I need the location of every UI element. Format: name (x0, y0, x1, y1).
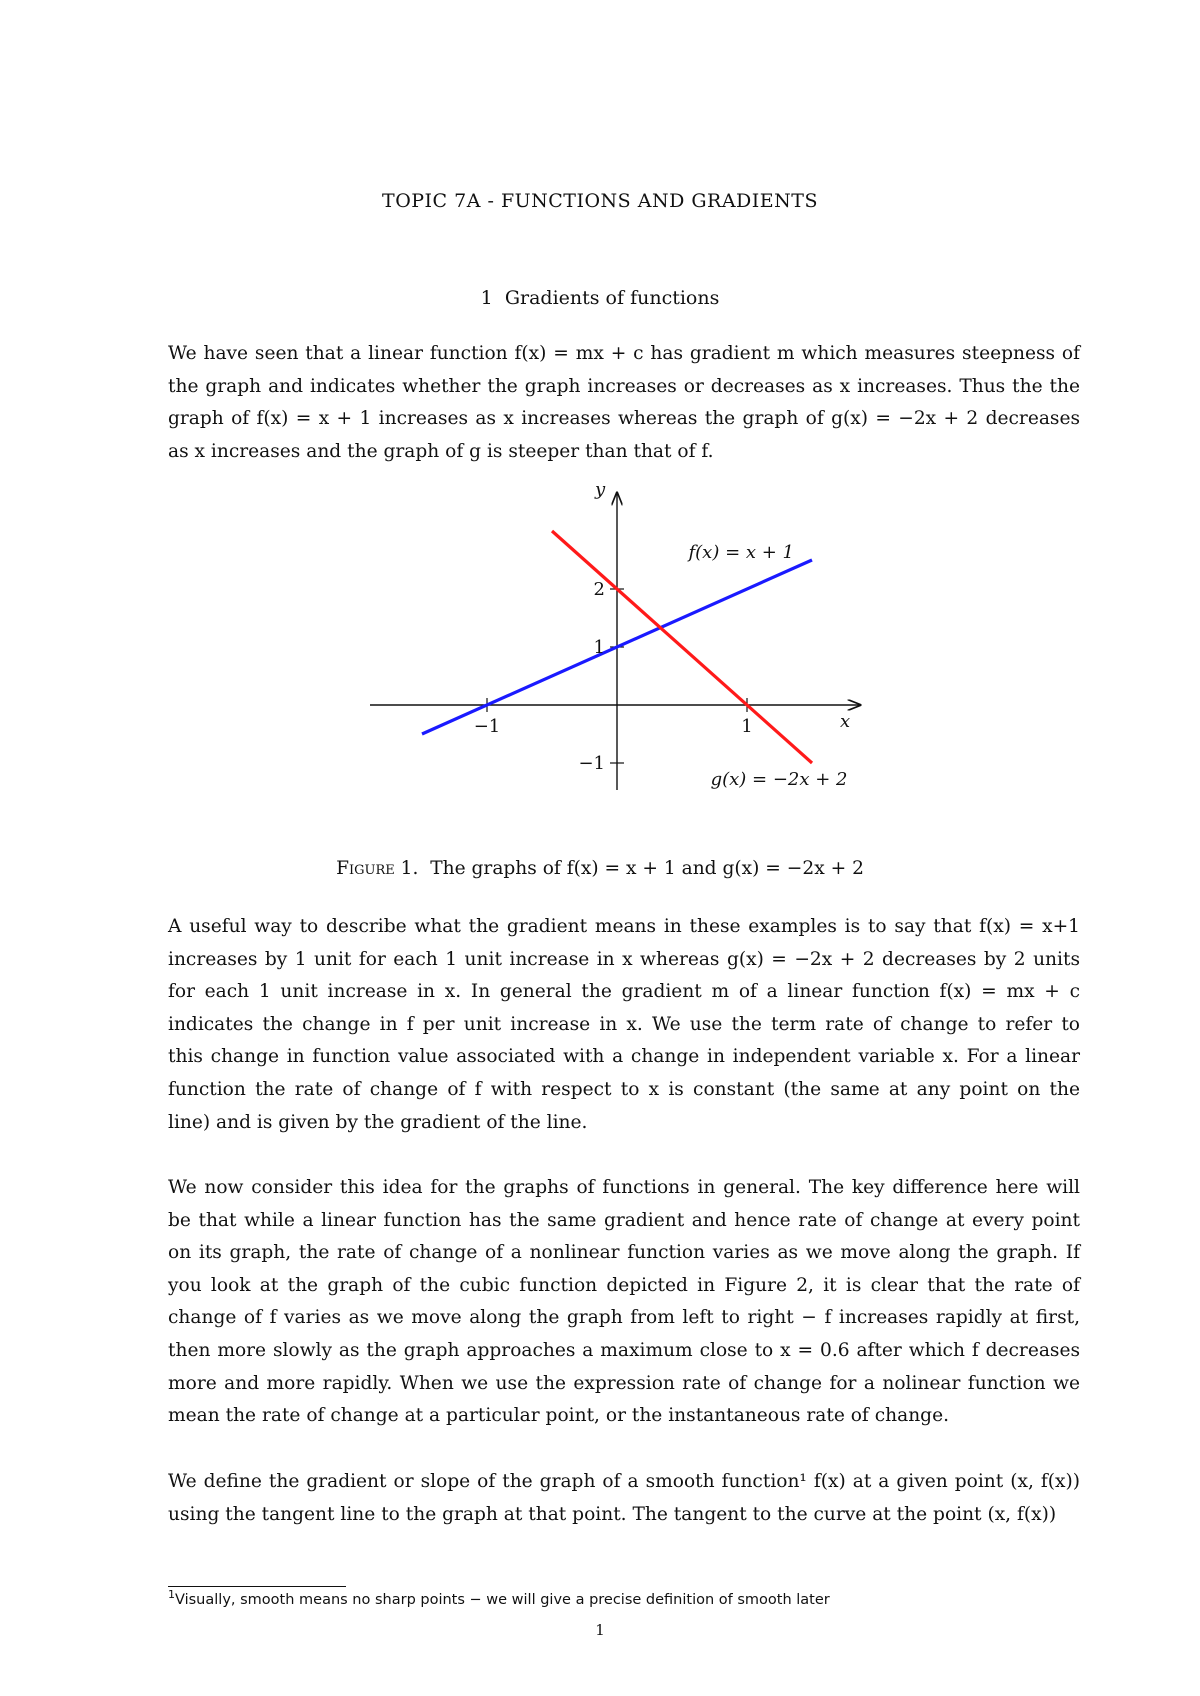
paragraph-line: more and more rapidly. When we use the expression rate of change for a nolinear function we (168, 1372, 1080, 1394)
figure-caption (0, 858, 1200, 879)
series-label-f: f(x) = x + 1 (688, 542, 795, 563)
paragraph-line: using the tangent line to the graph at that point. The tangent to the curve at the point (x, f(x)) (168, 1503, 1057, 1525)
y-axis-label: y (595, 479, 606, 500)
section-heading-text: Gradients of functions (504, 287, 720, 309)
paragraph-line: mean the rate of change at a particular point, or the instantaneous rate of change. (168, 1405, 949, 1427)
paragraph-line: for each 1 unit increase in x. In general the gradient m of a linear function f(x) = mx + c (168, 981, 1080, 1003)
paragraph-line: as x increases and the graph of g is steeper than that of f. (168, 440, 714, 462)
y-tick-label: 1 (593, 637, 605, 658)
section-number: 1 (480, 287, 493, 309)
series-line-g (552, 531, 812, 763)
paragraph-line: We now consider this idea for the graphs of functions in general. The key difference here will (168, 1177, 1080, 1198)
footnote-rule (168, 1586, 346, 1587)
x-tick-label: −1 (473, 716, 501, 737)
section-heading (0, 287, 1200, 309)
paragraph-nonlinear (168, 1172, 1080, 1433)
paragraph-line: this change in function value associated with a change in independent variable x. For a linear (168, 1046, 1080, 1068)
paragraph-line: then more slowly as the graph approaches a maximum close to x = 0.6 after which f decreases (168, 1339, 1080, 1361)
figure-caption-label: Figure (336, 858, 395, 879)
footnote-marker: 1 (168, 1588, 175, 1602)
paragraph-line: We define the gradient or slope of the graph of a smooth function¹ f(x) at a given point (x, f(x)) (168, 1471, 1080, 1492)
paragraph-line: on its graph, the rate of change of a nonlinear function varies as we move along the graph. If (168, 1242, 1080, 1264)
figure-1-graph (360, 475, 880, 815)
paragraph-line: line) and is given by the gradient of the line. (168, 1111, 588, 1133)
x-axis-label: x (840, 711, 851, 732)
paragraph-line: function the rate of change of f with respect to x is constant (the same at any point on the (168, 1078, 1080, 1100)
paragraph-intro (168, 338, 1080, 468)
series-label-g: g(x) = −2x + 2 (710, 769, 848, 791)
figure-caption-number: 1. (400, 858, 419, 879)
paragraph-rate-of-change (168, 911, 1080, 1139)
paragraph-line: graph of f(x) = x + 1 increases as x increases whereas the graph of g(x) = −2x + 2 decreases (168, 408, 1080, 430)
paragraph-line: We have seen that a linear function f(x) = mx + c has gradient m which measures steepness of (168, 343, 1080, 364)
paragraph-line: indicates the change in f per unit increase in x. We use the term rate of change to refer to (168, 1013, 1080, 1035)
x-tick-label: 1 (741, 716, 753, 737)
paragraph-line: change of f varies as we move along the graph from left to right − f increases rapidly at first, (168, 1307, 1080, 1329)
paragraph-line: the graph and indicates whether the graph increases or decreases as x increases. Thus the the (168, 375, 1080, 397)
page-title: TOPIC 7A - FUNCTIONS AND GRADIENTS (382, 190, 818, 212)
paragraph-line: you look at the graph of the cubic function depicted in Figure 2, it is clear that the rate of (168, 1274, 1080, 1296)
footnote (168, 1590, 1080, 1610)
paragraph-line: be that while a linear function has the same gradient and hence rate of change at every point (168, 1209, 1080, 1231)
paragraph-line: increases by 1 unit for each 1 unit increase in x whereas g(x) = −2x + 2 decreases by 2 units (168, 948, 1080, 970)
footnote-text: Visually, smooth means no sharp points − we will give a precise definition of smooth later (175, 1592, 830, 1608)
y-tick-label: 2 (593, 579, 605, 600)
page-number: 1 (595, 1621, 605, 1639)
y-tick-label: −1 (578, 753, 605, 774)
paragraph-line: A useful way to describe what the gradient means in these examples is to say that f(x) = x+1 (168, 916, 1080, 937)
figure-caption-text: The graphs of f(x) = x + 1 and g(x) = −2x + 2 (430, 858, 864, 879)
paragraph-tangent (168, 1466, 1080, 1531)
